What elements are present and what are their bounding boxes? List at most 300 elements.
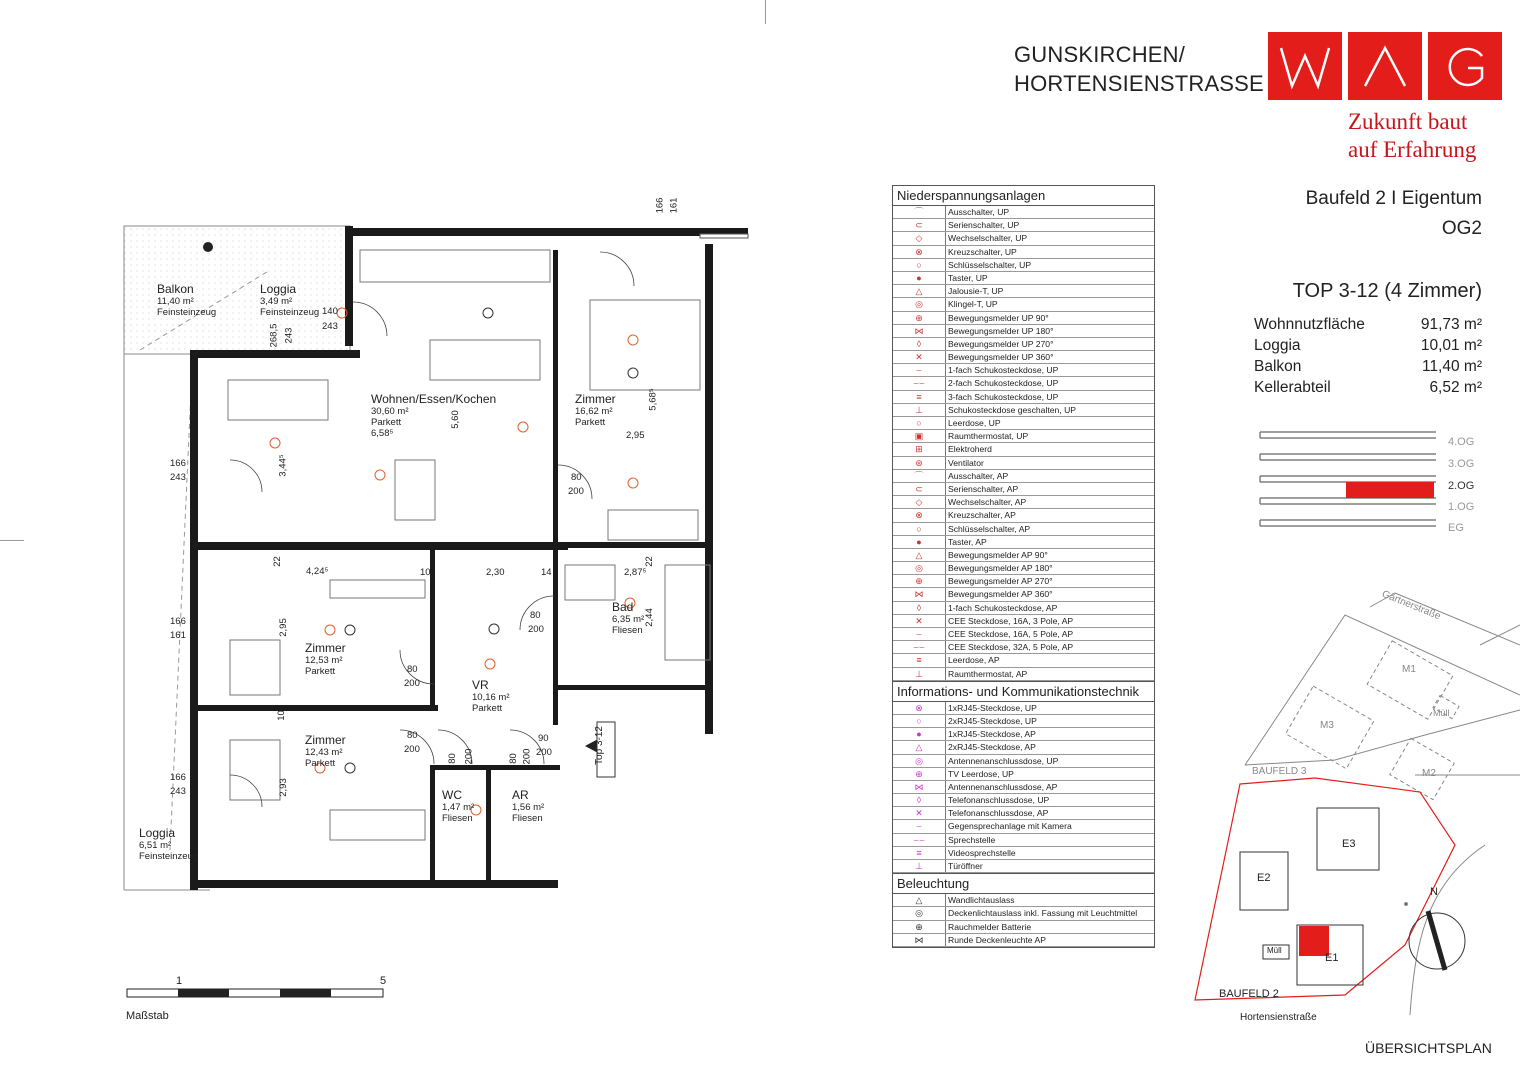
room-loggia-top [260,282,319,318]
dim-label: 5,60 [449,410,461,429]
legend-row [893,641,1154,654]
legend-row [893,921,1154,934]
room-name: WC [442,788,462,802]
legend-symbol-icon: ⊕ [893,768,946,780]
legend-label: Deckenlichtauslass inkl. Fassung mit Leuchtmittel [948,908,1138,919]
legend-label: Telefonanschlussdose, UP [948,795,1050,806]
legend-symbol-icon: ⊗ [893,509,946,521]
legend-row [893,470,1154,483]
legend-row [893,496,1154,509]
room-vr [472,678,510,714]
floor-eg: EG [1448,522,1464,534]
room-zimmer-mid [305,641,346,677]
legend-label: Jalousie-T, UP [948,286,1004,297]
building-m2: M2 [1422,768,1436,779]
room-floor: Parkett [305,758,336,769]
legend-label: Bewegungsmelder UP 360° [948,352,1054,363]
room-area: 12,53 m² [305,655,343,666]
dim-label: 243 [170,786,186,797]
legend-label: 1-fach Schukosteckdose, AP [948,602,1058,613]
legend-symbol-icon: △ [893,741,946,753]
legend-label: 1xRJ45-Steckdose, AP [948,729,1036,740]
legend-row [893,232,1154,245]
legend-label: Serienschalter, UP [948,220,1020,231]
baufeld3-label: BAUFELD 3 [1252,766,1307,777]
legend-label: Antennenanschlussdose, UP [948,755,1059,766]
dim-label: 268,5 [268,323,280,348]
location-title [1014,40,1264,98]
legend-label: Raumthermostat, UP [948,431,1029,442]
building-m3: M3 [1320,720,1334,731]
wag-logo [1268,32,1502,100]
dim-label: 5,68⁵ [647,388,659,411]
legend-symbol-icon: ◊ [893,794,946,806]
legend-symbol-icon: ⊕ [893,921,946,933]
legend-symbol-icon: ◎ [893,298,946,310]
dim-label: 2,93 [277,778,289,797]
legend-symbol-icon: ⊥ [893,404,946,416]
legend-symbol-icon: ⌣ [893,820,946,832]
legend-symbol-icon: ⌣ [893,364,946,376]
legend-symbol-icon: ○ [893,715,946,727]
floor-stack-graphic [1258,428,1438,538]
legend-row [893,377,1154,390]
room-floor: Feinsteinzeug [139,851,199,862]
legend-label: Videosprechstelle [948,847,1016,858]
room-area: 12,43 m² [305,747,343,758]
legend-label: 3-fach Schukosteckdose, UP [948,391,1059,402]
legend-row [893,417,1154,430]
legend-row [893,741,1154,754]
legend-row [893,219,1154,232]
legend-symbol-icon: ○ [893,259,946,271]
room-area: 3,49 m² [260,296,293,307]
room-name: Bad [612,600,634,614]
legend-row [893,562,1154,575]
legend-label: Wandlichtauslass [948,895,1015,906]
room-area: 10,16 m² [472,692,510,703]
dim-label: 200 [404,744,420,755]
room-balkon [157,282,216,318]
legend-section-title: Niederspannungsanlagen [893,186,1154,206]
legend-label: Bewegungsmelder AP 270° [948,576,1053,587]
tagline-line2: auf Erfahrung [1348,137,1477,162]
legend-row [893,820,1154,833]
room-floor: Feinsteinzeug [260,307,320,318]
legend-symbol-icon: ⌣⌣ [893,377,946,389]
legend-row [893,807,1154,820]
legend-label: Schukosteckdose geschalten, UP [948,404,1077,415]
legend-row [893,575,1154,588]
dim-label: 200 [404,678,420,689]
building-e2: E2 [1257,872,1271,884]
legend-symbol-icon: △ [893,285,946,297]
legend-symbol-icon: ○ [893,417,946,429]
legend-label: Taster, UP [948,272,988,283]
room-floor: Parkett [472,703,503,714]
room-floor: Fliesen [612,625,643,636]
legend-symbol-icon: ⋈ [893,781,946,793]
area-row [1254,358,1482,379]
logo-tagline [1348,108,1476,164]
legend-section-title: Beleuchtung [893,873,1154,894]
legend-row [893,702,1154,715]
floor-label: OG2 [1441,218,1482,239]
legend-symbol-icon: ⊕ [893,312,946,324]
dim-label: 200 [528,624,544,635]
legend-symbol-icon: ⌣⌣ [893,641,946,653]
legend-row [893,523,1154,536]
legend-label: TV Leerdose, UP [948,768,1014,779]
room-loggia-bottom [139,826,198,862]
room-wc [442,788,474,824]
legend-row [893,338,1154,351]
legend-row [893,615,1154,628]
legend-row [893,934,1154,947]
north-arrow-label: N [1430,886,1438,898]
scale-bar [126,988,386,1000]
legend-label: Ausschalter, AP [948,470,1009,481]
scale-label: Maßstab [126,1010,169,1022]
room-area: 30,60 m² [371,406,409,417]
legend-label: Serienschalter, AP [948,483,1019,494]
legend-label: Ausschalter, UP [948,207,1010,217]
room-name: Zimmer [305,733,346,747]
legend-row [893,728,1154,741]
legend-label: 1xRJ45-Steckdose, UP [948,702,1037,713]
legend-row [893,602,1154,615]
room-name: VR [472,678,489,692]
dim-label: 14 [541,567,552,578]
legend-symbol-icon: ⊂ [893,483,946,495]
legend-symbol-icon: ◎ [893,907,946,919]
legend-symbol-icon: ○ [893,523,946,535]
dim-label: 4,24⁵ [306,566,329,577]
area-row [1254,337,1482,358]
legend-symbol-icon: ● [893,272,946,284]
dim-label: 166 [170,616,186,627]
dim-label: 2,95 [626,430,645,441]
room-name: Balkon [157,282,194,296]
dim-label: 80 [571,472,582,483]
legend-row [893,907,1154,920]
legend-row [893,312,1154,325]
room-area: 1,47 m² [442,802,475,813]
legend-label: 2xRJ45-Steckdose, UP [948,715,1037,726]
legend-symbol-icon: ⊗ [893,246,946,258]
area-label: Wohnnutzfläche [1254,316,1365,333]
legend-symbol-icon: ⊥ [893,860,946,872]
electrical-legend [892,185,1155,948]
room-name: Wohnen/Essen/Kochen [371,392,497,406]
area-label: Balkon [1254,358,1302,375]
legend-section-title: Informations- und Kommunikationstechnik [893,681,1154,702]
dim-label: 200 [521,748,533,765]
room-name: AR [512,788,529,802]
room-floor: Parkett [371,417,402,428]
legend-row [893,549,1154,562]
baufeld-label: Baufeld 2 I Eigentum [1305,188,1482,209]
dim-label: 10 [420,567,431,578]
legend-symbol-icon: ◎ [893,755,946,767]
legend-symbol-icon: ◊ [893,338,946,350]
area-table [1254,316,1482,400]
dim-label: 200 [536,747,552,758]
baufeld2-label: BAUFELD 2 [1219,988,1279,1000]
dim-label: 2,87⁵ [624,567,647,578]
legend-symbol-icon: ✕ [893,807,946,819]
legend-symbol-icon: ◇ [893,496,946,508]
legend-symbol-icon: ≡ [893,847,946,859]
site-plan-title: ÜBERSICHTSPLAN [1365,1040,1492,1056]
legend-symbol-icon: △ [893,549,946,561]
dim-label: 140 [322,306,338,317]
legend-label: Ventilator [948,457,984,468]
room-ar [512,788,544,824]
area-label: Loggia [1254,337,1301,354]
room-extra: 6,58⁵ [371,428,394,439]
dim-label: 243 [322,321,338,332]
legend-label: Bewegungsmelder AP 90° [948,549,1048,560]
legend-row [893,206,1154,219]
legend-row [893,834,1154,847]
legend-label: Bewegungsmelder UP 90° [948,312,1049,323]
building-e1: E1 [1325,952,1339,964]
legend-symbol-icon: ≡ [893,654,946,666]
room-area: 6,51 m² [139,840,172,851]
legend-label: Bewegungsmelder AP 180° [948,563,1053,574]
room-name: Zimmer [305,641,346,655]
legend-row [893,794,1154,807]
legend-symbol-icon: ● [893,536,946,548]
frame-tick [765,0,766,24]
dim-label: 80 [446,753,458,764]
street-top-label: Gärtnerstraße [1380,588,1443,623]
legend-symbol-icon: ⊕ [893,575,946,587]
legend-row [893,325,1154,338]
dim-label: 161 [668,197,680,214]
scale-end: 5 [380,975,387,987]
legend-label: 1-fach Schukosteckdose, UP [948,365,1059,376]
floor-indicator [1258,428,1498,548]
building-e3: E3 [1342,838,1356,850]
dim-label: 3,44⁵ [277,454,289,477]
room-zimmer-ne [575,392,616,428]
legend-row [893,668,1154,681]
area-row [1254,379,1482,400]
street-bottom-label: Hortensienstraße [1240,1012,1317,1023]
legend-row [893,536,1154,549]
legend-row [893,715,1154,728]
room-area: 11,40 m² [157,296,194,307]
legend-row [893,351,1154,364]
legend-symbol-icon: ⊥ [893,668,946,680]
legend-row [893,298,1154,311]
dim-label: 80 [407,730,418,741]
dim-label: 161 [170,630,186,641]
room-name: Loggia [260,282,297,296]
wag-logo-graphic [1268,32,1502,100]
legend-row [893,483,1154,496]
area-label: Kellerabteil [1254,379,1331,396]
legend-label: CEE Steckdose, 16A, 3 Pole, AP [948,615,1074,626]
dim-label: 22 [643,556,655,567]
legend-symbol-icon: ⋈ [893,588,946,600]
legend-row [893,443,1154,456]
legend-label: Kreuzschalter, AP [948,510,1016,521]
legend-symbol-icon: ⌒ [893,206,946,218]
floor-2og: 2.OG [1448,480,1475,492]
room-name: Loggia [139,826,176,840]
legend-label: Klingel-T, UP [948,299,998,310]
location-line1: GUNSKIRCHEN/ [1014,42,1186,67]
dim-label: 2,44 [643,608,655,627]
area-value: 91,73 m² [1420,316,1482,333]
legend-row [893,588,1154,601]
legend-row [893,272,1154,285]
dim-label: 80 [507,753,519,764]
dim-label: 2,95 [277,618,289,637]
dim-label: 166 [170,458,186,469]
room-bad [612,600,644,636]
legend-label: Kreuzschalter, UP [948,246,1017,257]
dim-label: 200 [568,486,584,497]
legend-label: 2-fach Schukosteckdose, UP [948,378,1059,389]
legend-label: Wechselschalter, UP [948,233,1028,244]
legend-symbol-icon: ⋈ [893,934,946,946]
area-value: 11,40 m² [1421,358,1482,375]
top-label: TOP 3-12 (4 Zimmer) [1292,280,1482,302]
room-floor: Fliesen [442,813,473,824]
room-wohnen [371,392,496,439]
legend-label: Wechselschalter, AP [948,497,1027,508]
room-area: 1,56 m² [512,802,545,813]
legend-row [893,654,1154,667]
frame-tick [0,540,24,541]
scale-start: 1 [176,975,183,987]
legend-label: Schlüsselschalter, AP [948,523,1031,534]
legend-label: Türöffner [948,861,983,871]
legend-label: Elektroherd [948,444,992,455]
dim-label: 166 [654,197,666,214]
site-plan [1185,585,1520,1025]
room-floor: Parkett [305,666,336,677]
legend-symbol-icon: ⌣⌣ [893,834,946,846]
floor-1og: 1.OG [1448,501,1475,513]
legend-row [893,391,1154,404]
dim-label: 80 [530,610,541,621]
legend-row [893,457,1154,470]
dim-label: 22 [271,556,283,567]
legend-symbol-icon: ⊗ [893,702,946,714]
legend-row [893,860,1154,873]
legend-symbol-icon: ⌣ [893,628,946,640]
room-floor: Parkett [575,417,606,428]
room-floor: Fliesen [512,813,543,824]
building-muell-bottom: Müll [1267,946,1282,955]
legend-row [893,246,1154,259]
room-floor: Feinsteinzeug [157,307,217,318]
legend-row [893,894,1154,907]
dim-label: 243 [283,327,295,344]
area-row [1254,316,1482,337]
area-value: 6,52 m² [1429,379,1482,396]
dim-label: 80 [407,664,418,675]
floor-4og: 4.OG [1448,436,1475,448]
dim-label: 90 [538,733,549,744]
building-muell-top: Müll [1433,708,1450,718]
legend-label: Runde Deckenleuchte AP [948,934,1046,945]
dim-label: 200 [463,748,475,765]
legend-row [893,781,1154,794]
legend-row [893,285,1154,298]
legend-label: Leerdose, UP [948,418,1001,428]
legend-label: Bewegungsmelder UP 270° [948,338,1054,349]
legend-label: CEE Steckdose, 32A, 5 Pole, AP [948,642,1074,653]
room-zimmer-sw [305,733,346,769]
legend-label: 2xRJ45-Steckdose, AP [948,742,1036,753]
floor-3og: 3.OG [1448,458,1475,470]
room-name: Zimmer [575,392,616,406]
legend-symbol-icon: ◇ [893,232,946,244]
legend-row [893,768,1154,781]
legend-row [893,628,1154,641]
legend-label: Sprechstelle [948,834,996,845]
legend-label: Bewegungsmelder UP 180° [948,325,1054,336]
legend-symbol-icon: △ [893,894,946,906]
legend-symbol-icon: ≡ [893,391,946,403]
legend-row [893,364,1154,377]
legend-symbol-icon: ⊞ [893,443,946,455]
legend-row [893,509,1154,522]
legend-label: CEE Steckdose, 16A, 5 Pole, AP [948,629,1074,639]
legend-label: Antennenanschlussdose, AP [948,781,1058,792]
building-m1: M1 [1402,664,1416,675]
legend-label: Leerdose, AP [948,655,1000,666]
dim-label: 10 [275,710,287,721]
legend-symbol-icon: ✕ [893,351,946,363]
legend-label: Schlüsselschalter, UP [948,259,1032,270]
legend-row [893,430,1154,443]
dim-label: 2,30 [486,567,505,578]
top-tag: Top 3-12 [593,726,605,765]
legend-symbol-icon: ✕ [893,615,946,627]
legend-symbol-icon: ▣ [893,430,946,442]
legend-label: Telefonanschlussdose, AP [948,808,1049,819]
legend-label: Bewegungsmelder AP 360° [948,589,1053,600]
legend-symbol-icon: ◎ [893,562,946,574]
dim-label: 243 [170,472,186,483]
legend-symbol-icon: ◊ [893,602,946,614]
legend-symbol-icon: ● [893,728,946,740]
legend-symbol-icon: ⊛ [893,457,946,469]
room-area: 16,62 m² [575,406,613,417]
room-area: 6,35 m² [612,614,645,625]
legend-row [893,847,1154,860]
legend-row [893,755,1154,768]
legend-symbol-icon: ⊂ [893,219,946,231]
location-line2: HORTENSIENSTRASSE [1014,71,1264,96]
legend-symbol-icon: ⋈ [893,325,946,337]
legend-row [893,259,1154,272]
dim-label: 166 [170,772,186,783]
area-value: 10,01 m² [1420,337,1482,354]
legend-label: Rauchmelder Batterie [948,921,1032,932]
tagline-line1: Zukunft baut [1348,109,1468,134]
legend-label: Taster, AP [948,536,987,547]
legend-row [893,404,1154,417]
legend-label: Gegensprechanlage mit Kamera [948,821,1072,832]
